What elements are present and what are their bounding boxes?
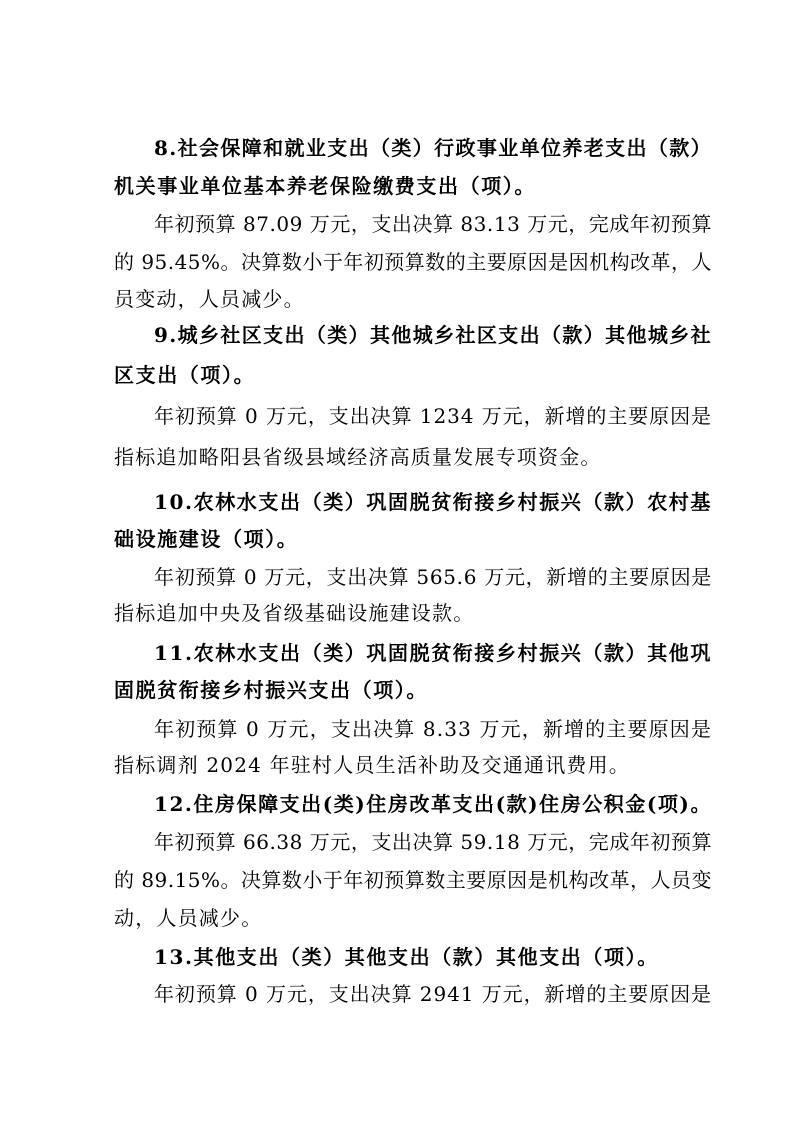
section-body-12-line-2: 的 89.15%。决算数小于年初预算数主要原因是机构改革，人员变 [114,868,712,892]
section-heading-10-line-1: 10.农林水支出（类）巩固脱贫衔接乡村振兴（款）农村基 [154,490,712,514]
section-body-8-line-2: 的 95.45%。决算数小于年初预算数的主要原因是因机构改革，人 [114,250,712,274]
section-heading-8-line-1: 8.社会保障和就业支出（类）行政事业单位养老支出（款） [154,136,712,160]
section-heading-12-line-1: 12.住房保障支出(类)住房改革支出(款)住房公积金(项)。 [154,792,712,816]
section-heading-9-line-2: 区支出（项）。 [114,363,256,387]
section-heading-11-line-2: 固脱贫衔接乡村振兴支出（项）。 [114,678,428,702]
section-body-12-line-1: 年初预算 66.38 万元，支出决算 59.18 万元，完成年初预算 [154,830,712,854]
section-body-10-line-1: 年初预算 0 万元，支出决算 565.6 万元，新增的主要原因是 [154,565,712,589]
section-heading-11-line-1: 11.农林水支出（类）巩固脱贫衔接乡村振兴（款）其他巩 [154,641,712,665]
section-body-10-line-2: 指标追加中央及省级基础设施建设款。 [114,601,475,625]
section-heading-9-line-1: 9.城乡社区支出（类）其他城乡社区支出（款）其他城乡社 [154,323,712,347]
section-heading-13-line-1: 13.其他支出（类）其他支出（款）其他支出（项）。 [154,945,659,969]
section-heading-10-line-2: 础设施建设（项）。 [114,527,299,551]
section-body-13-line-1: 年初预算 0 万元，支出决算 2941 万元，新增的主要原因是 [154,982,712,1006]
section-body-12-line-3: 动，人员减少。 [114,906,263,930]
section-body-8-line-3: 员变动，人员减少。 [114,287,305,311]
section-body-8-line-1: 年初预算 87.09 万元，支出决算 83.13 万元，完成年初预算 [154,212,712,236]
section-body-11-line-1: 年初预算 0 万元，支出决算 8.33 万元，新增的主要原因是 [154,717,712,741]
section-body-11-line-2: 指标调剂 2024 年驻村人员生活补助及交通通讯费用。 [114,753,631,777]
section-heading-8-line-2: 机关事业单位基本养老保险缴费支出（项）。 [114,174,536,198]
section-body-9-line-2: 指标追加略阳县省级县域经济高质量发展专项资金。 [114,445,602,469]
section-body-9-line-1: 年初预算 0 万元，支出决算 1234 万元，新增的主要原因是 [154,404,712,428]
